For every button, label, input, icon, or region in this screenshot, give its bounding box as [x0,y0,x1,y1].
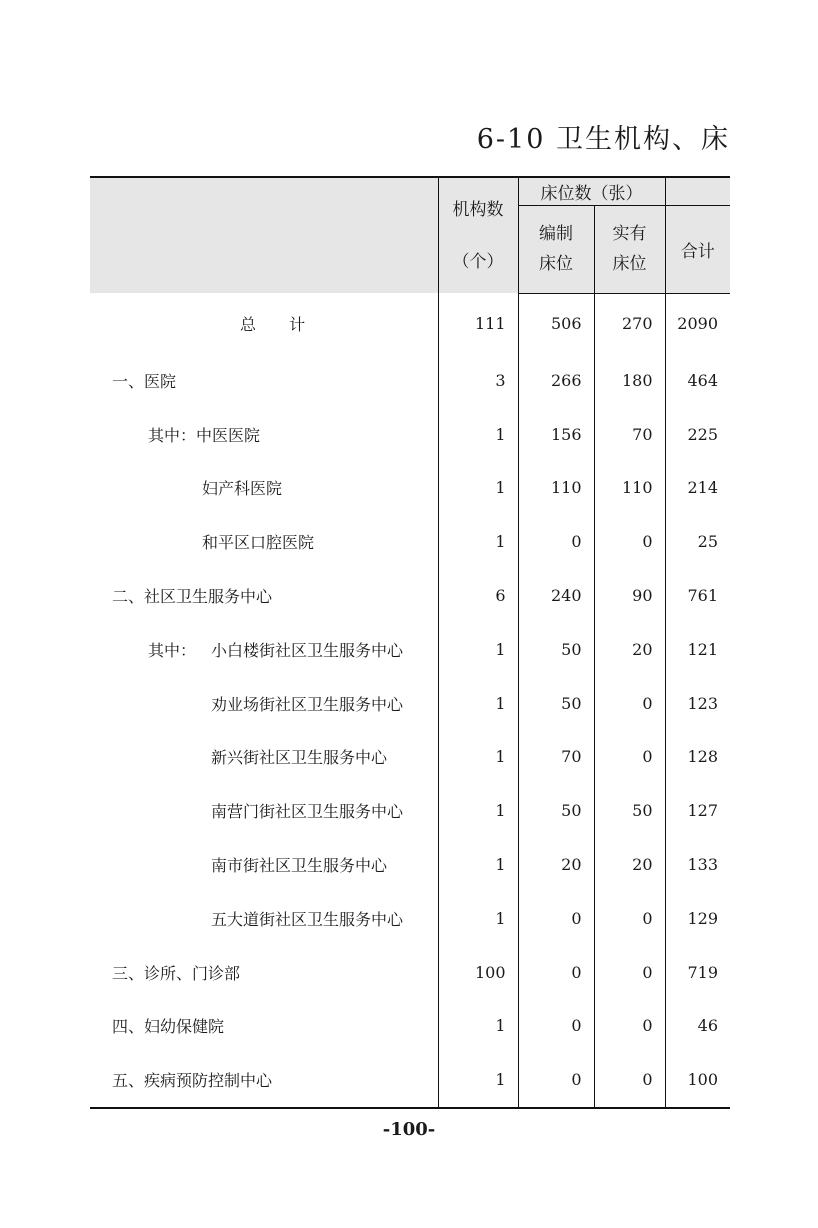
page-number: -100- [382,1119,436,1140]
cell-institutions: 1 [438,891,518,945]
cell-total: 225 [665,407,730,461]
header-beds-group: 床位数（张） [518,177,665,205]
row-label-text: 南市街社区卫生服务中心 [211,856,388,876]
cell-total: 121 [665,622,730,676]
cell-planned-beds: 506 [518,293,594,354]
cell-actual-beds: 0 [594,1053,665,1108]
cell-actual-beds: 0 [594,515,665,569]
table-row [90,1053,730,1108]
cell-planned-beds: 110 [518,461,594,515]
cell-planned-beds: 0 [518,999,594,1053]
row-label [90,293,438,354]
table-row [90,999,730,1053]
table-row [90,569,730,623]
header-blank-top [665,177,730,205]
row-label [90,730,438,784]
cell-planned-beds: 0 [518,891,594,945]
header-total: 合计 [665,205,730,293]
cell-total: 123 [665,676,730,730]
cell-planned-beds: 0 [518,1053,594,1108]
row-label [90,622,438,676]
row-label [90,515,438,569]
row-label-text: 三、诊所、门诊部 [112,963,241,983]
row-label-text: 小白楼街社区卫生服务中心 [211,640,404,660]
row-label-text: 五大道街社区卫生服务中心 [211,909,404,929]
cell-planned-beds: 0 [518,515,594,569]
cell-actual-beds: 20 [594,838,665,892]
cell-actual-beds: 0 [594,730,665,784]
row-label-text: 新兴街社区卫生服务中心 [211,748,388,768]
cell-planned-beds: 50 [518,676,594,730]
cell-institutions: 1 [438,407,518,461]
row-label [90,891,438,945]
cell-institutions: 3 [438,354,518,408]
cell-total: 719 [665,945,730,999]
cell-actual-beds: 270 [594,293,665,354]
statistics-table-container [90,176,730,1109]
cell-actual-beds: 0 [594,676,665,730]
cell-actual-beds: 0 [594,891,665,945]
cell-actual-beds: 70 [594,407,665,461]
row-label-text: 南营门街社区卫生服务中心 [211,802,404,822]
table-row [90,945,730,999]
table-row [90,838,730,892]
row-label [90,1053,438,1108]
cell-institutions: 1 [438,676,518,730]
row-label-text: 一、医院 [112,371,177,391]
cell-actual-beds: 90 [594,569,665,623]
header-institutions-line1: 机构数 [452,199,504,220]
health-institutions-table [90,176,730,1109]
cell-institutions: 1 [438,622,518,676]
row-label-text: 中医医院 [196,425,261,445]
header-actual-line2: 床位 [612,254,647,274]
cell-total: 100 [665,1053,730,1108]
cell-planned-beds: 266 [518,354,594,408]
cell-total: 129 [665,891,730,945]
table-row [90,354,730,408]
cell-planned-beds: 156 [518,407,594,461]
cell-institutions: 100 [438,945,518,999]
table-row [90,891,730,945]
header-planned-line1: 编制 [539,224,573,244]
cell-planned-beds: 50 [518,622,594,676]
header-actual-line1: 实有 [612,224,647,244]
cell-total: 25 [665,515,730,569]
cell-planned-beds: 50 [518,784,594,838]
row-label-text: 二、社区卫生服务中心 [112,587,273,607]
cell-institutions: 1 [438,838,518,892]
row-label [90,354,438,408]
cell-planned-beds: 240 [518,569,594,623]
row-label [90,461,438,515]
header-institutions [438,177,518,293]
cell-total: 214 [665,461,730,515]
table-row [90,676,730,730]
table-header [90,177,730,293]
table-body [90,293,730,1108]
cell-actual-beds: 50 [594,784,665,838]
row-label-text: 劝业场街社区卫生服务中心 [211,694,404,714]
cell-institutions: 1 [438,730,518,784]
row-label [90,676,438,730]
table-row [90,784,730,838]
table-row [90,730,730,784]
cell-total: 761 [665,569,730,623]
cell-planned-beds: 20 [518,838,594,892]
table-row [90,407,730,461]
cell-institutions: 6 [438,569,518,623]
row-prefix: 其中： [148,640,197,660]
cell-total: 127 [665,784,730,838]
header-label-column [90,177,438,293]
row-label-text: 和平区口腔医院 [202,533,315,553]
cell-planned-beds: 70 [518,730,594,784]
row-label [90,407,438,461]
cell-total: 2090 [665,293,730,354]
table-row [90,515,730,569]
header-planned-line2: 床位 [539,254,573,274]
row-prefix: 其中： [148,425,197,445]
cell-institutions: 1 [438,461,518,515]
cell-institutions: 111 [438,293,518,354]
cell-actual-beds: 20 [594,622,665,676]
cell-total: 128 [665,730,730,784]
cell-actual-beds: 0 [594,999,665,1053]
row-label [90,838,438,892]
table-row [90,461,730,515]
cell-total: 133 [665,838,730,892]
row-label-text: 四、妇幼保健院 [112,1017,225,1037]
row-label [90,999,438,1053]
cell-planned-beds: 0 [518,945,594,999]
row-label-text: 妇产科医院 [202,479,283,499]
row-label [90,569,438,623]
cell-actual-beds: 110 [594,461,665,515]
header-actual-beds [594,205,665,293]
table-row [90,293,730,354]
cell-institutions: 1 [438,999,518,1053]
header-institutions-line2: （个） [452,251,504,272]
cell-total: 46 [665,999,730,1053]
cell-actual-beds: 0 [594,945,665,999]
table-row [90,622,730,676]
cell-institutions: 1 [438,515,518,569]
row-label-text: 总 计 [240,314,320,334]
cell-institutions: 1 [438,1053,518,1108]
row-label-text: 五、疾病预防控制中心 [112,1071,273,1091]
cell-institutions: 1 [438,784,518,838]
row-label [90,784,438,838]
cell-total: 464 [665,354,730,408]
table-title: 6-10 卫生机构、床 [476,124,730,155]
cell-actual-beds: 180 [594,354,665,408]
header-planned-beds [518,205,594,293]
row-label [90,945,438,999]
